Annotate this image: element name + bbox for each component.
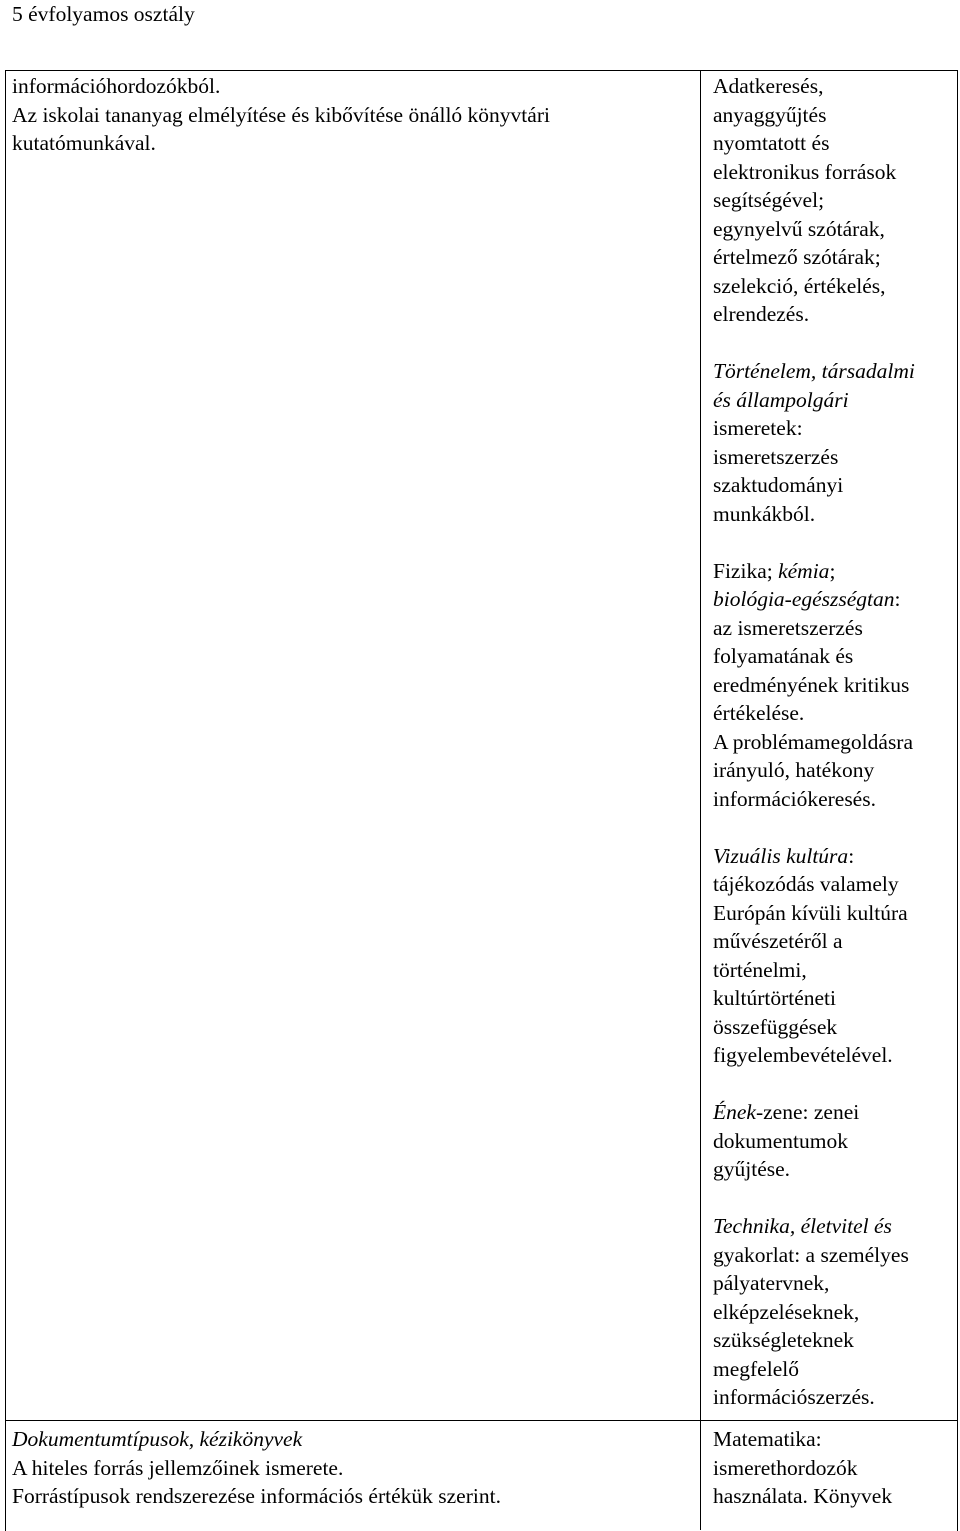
text-line: szükségleteknek	[713, 1328, 854, 1352]
text-line: kultúrtörténeti	[713, 986, 836, 1010]
text-line: történelmi,	[713, 957, 807, 982]
text-line: figyelembevételével.	[713, 1043, 893, 1067]
text-line: gyakorlat: a személyes	[713, 1242, 909, 1267]
text-line: elképzeléseknek,	[713, 1299, 860, 1324]
text-line: Európán kívüli kultúra	[713, 900, 908, 925]
page-header: 5 évfolyamos osztály	[12, 2, 195, 26]
text-line: információhordozókból.	[12, 74, 221, 98]
text-line: használata. Könyvek	[713, 1484, 893, 1508]
text-line: összefüggések	[713, 1014, 838, 1039]
right-cell-bottom	[713, 1425, 953, 1511]
text-line: elrendezés.	[713, 302, 810, 326]
text-line: nyomtatott és	[713, 131, 830, 155]
subject-name: Ének	[713, 1100, 756, 1124]
text-line: Vizuális kultúra:	[713, 843, 855, 868]
text-line: értelmező szótárak;	[713, 245, 881, 269]
section-title: Dokumentumtípusok, kézikönyvek	[12, 1427, 303, 1451]
text-line: dokumentumok	[713, 1128, 848, 1153]
subject-name: kémia	[778, 558, 830, 583]
left-cell-bottom	[12, 1425, 692, 1511]
text-line: tájékozódás valamely	[713, 872, 899, 896]
text-line: elektronikus források	[713, 159, 897, 184]
text-line: információkeresés.	[713, 786, 876, 811]
right-cell-top	[713, 72, 953, 1412]
text-line: értékelése.	[713, 701, 805, 725]
text-line: megfelelő	[713, 1356, 799, 1381]
text-line: pályatervnek,	[713, 1271, 830, 1295]
text-line: gyűjtése.	[713, 1157, 791, 1181]
left-cell-top	[12, 72, 692, 158]
text-line: A hiteles forrás jellemzőinek ismerete.	[12, 1455, 344, 1480]
text-line: Forrástípusok rendszerezése információs értékük szerint.	[12, 1484, 501, 1508]
subject-name: Vizuális kultúra	[713, 843, 849, 868]
text-line: az ismeretszerzés	[713, 615, 863, 640]
subject-name: Történelem, társadalmi	[713, 359, 915, 383]
row-divider	[5, 1420, 958, 1421]
text-line: információszerzés.	[713, 1385, 875, 1409]
subject-name: Technika, életvitel és	[713, 1214, 892, 1238]
text-line: kutatómunkával.	[12, 131, 156, 155]
text-line: folyamatának és	[713, 644, 854, 668]
text-line: Matematika:	[713, 1427, 822, 1451]
text-line: biológia-egészségtan:	[713, 587, 901, 611]
text-line: ismerethordozók	[713, 1455, 858, 1480]
text-line: munkákból.	[713, 501, 816, 526]
text-line: Ének-zene: zenei	[713, 1100, 860, 1124]
text-line: ismeretszerzés	[713, 444, 839, 469]
text-line: anyaggyűjtés	[713, 102, 827, 127]
text-line: segítségével;	[713, 188, 825, 212]
text-line: szelekció, értékelés,	[713, 273, 886, 298]
text-line: Az iskolai tananyag elmélyítése és kibővítése önálló könyvtári	[12, 102, 550, 127]
column-divider	[700, 70, 701, 1530]
text-line: egynyelvű szótárak,	[713, 216, 885, 241]
text-line: A problémamegoldásra	[713, 729, 914, 754]
text-line: eredményének kritikus	[713, 672, 910, 697]
text-line: művészetéről a	[713, 929, 843, 953]
text-line: szaktudományi	[713, 473, 844, 497]
text-line: Fizika; kémia;	[713, 558, 836, 583]
subject-name: és állampolgári	[713, 387, 849, 412]
subject-name: biológia-egészségtan	[713, 587, 895, 611]
text-line: Adatkeresés,	[713, 74, 824, 98]
text-line: irányuló, hatékony	[713, 758, 875, 782]
text-line: ismeretek:	[713, 416, 803, 440]
